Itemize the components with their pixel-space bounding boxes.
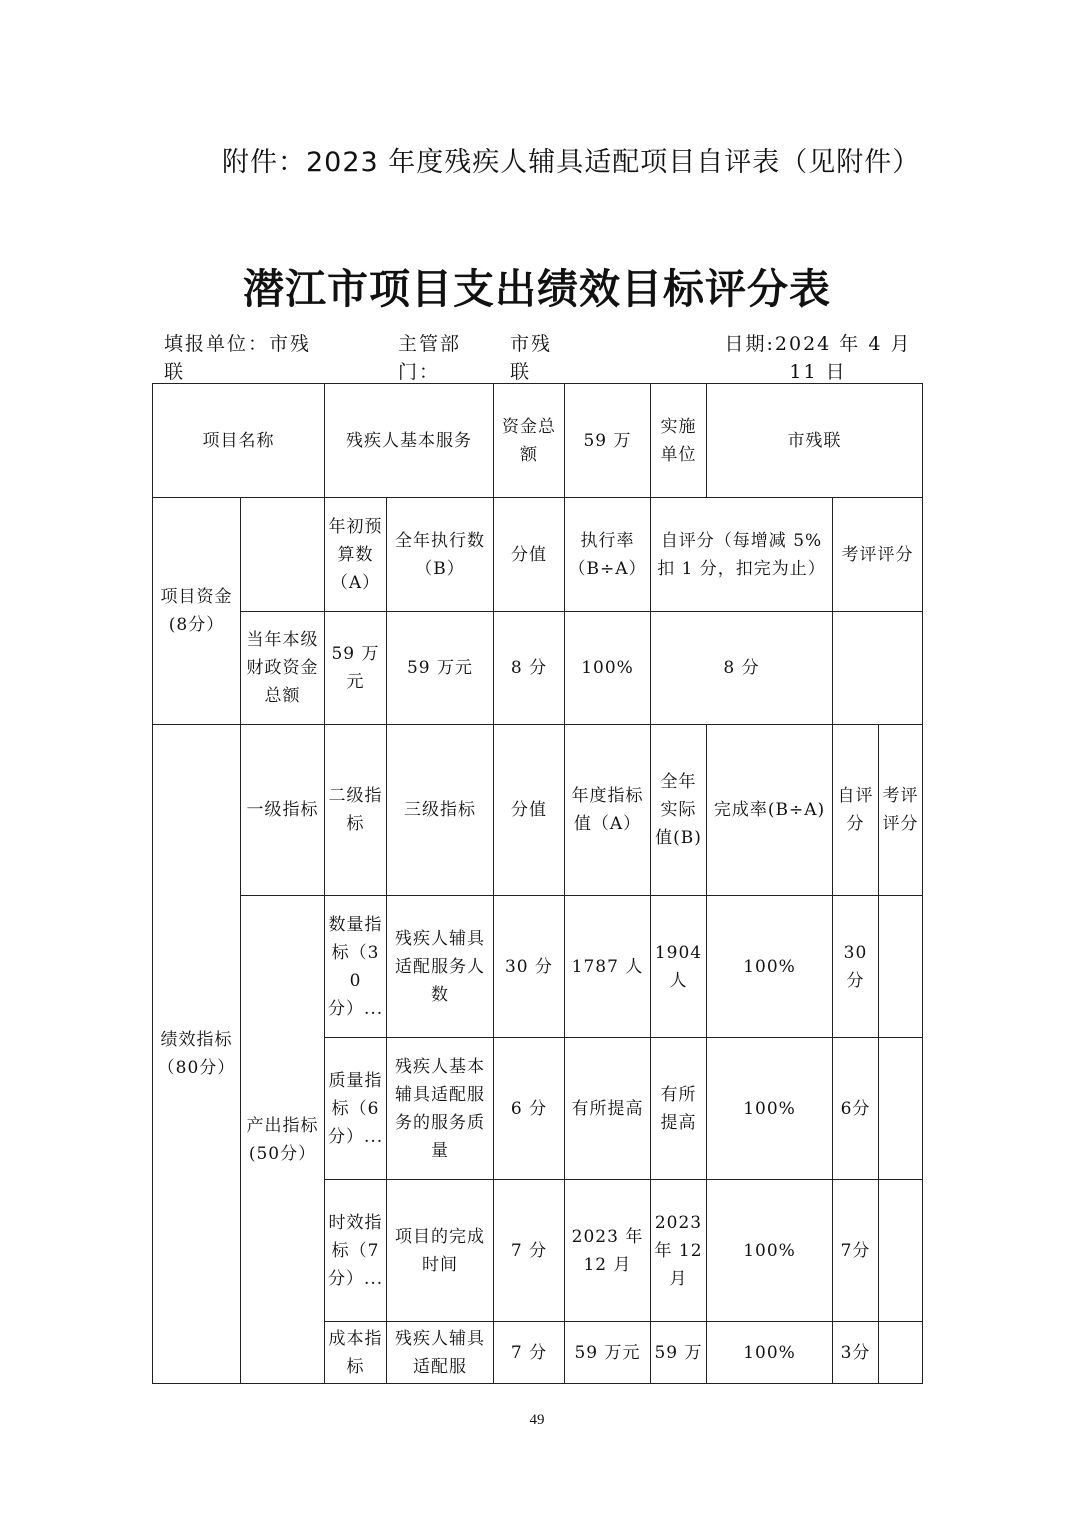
perf-header-level2: 二级指标 bbox=[325, 725, 387, 896]
funds-row-rate: 100% bbox=[565, 612, 651, 725]
funds-row-score: 8 分 bbox=[494, 612, 565, 725]
funds-header-score: 分值 bbox=[494, 498, 565, 612]
level3-cell: 项目的完成时间 bbox=[387, 1180, 494, 1322]
target-cell: 59 万元 bbox=[565, 1322, 651, 1384]
target-cell: 2023 年 12 月 bbox=[565, 1180, 651, 1322]
output-indicator-label: 产出指标(50分） bbox=[241, 896, 325, 1384]
self-score-cell: 3分 bbox=[833, 1322, 879, 1384]
funds-row-self-score: 8 分 bbox=[651, 612, 833, 725]
perf-header-level1: 一级指标 bbox=[241, 725, 325, 896]
score-cell: 6 分 bbox=[494, 1038, 565, 1180]
rate-cell: 100% bbox=[707, 1180, 833, 1322]
perf-header-level3: 三级指标 bbox=[387, 725, 494, 896]
perf-header-rate: 完成率(B÷A) bbox=[707, 725, 833, 896]
funds-row-budget: 59 万元 bbox=[325, 612, 387, 725]
funds-header-rate: 执行率（B÷A） bbox=[565, 498, 651, 612]
actual-cell: 有所提高 bbox=[651, 1038, 707, 1180]
target-cell: 有所提高 bbox=[565, 1038, 651, 1180]
funds-header-budget: 年初预算数（A） bbox=[325, 498, 387, 612]
score-cell: 7 分 bbox=[494, 1322, 565, 1384]
page-number: 49 bbox=[529, 1412, 545, 1428]
unit-label: 填报单位：市残联 bbox=[164, 333, 312, 383]
page-title: 潜江市项目支出绩效目标评分表 bbox=[243, 265, 831, 313]
attachment-line: 附件：2023 年度残疾人辅具适配项目自评表（见附件） bbox=[222, 147, 921, 178]
rate-cell: 100% bbox=[707, 1322, 833, 1384]
perf-header-target: 年度指标值（A） bbox=[565, 725, 651, 896]
score-cell: 30 分 bbox=[494, 896, 565, 1038]
funds-row-review-score bbox=[833, 612, 923, 725]
funds-header-self-score: 自评分（每增减 5%扣 1 分，扣完为止） bbox=[651, 498, 833, 612]
target-cell: 1787 人 bbox=[565, 896, 651, 1038]
perf-header-actual: 全年实际值(B) bbox=[651, 725, 707, 896]
self-score-cell: 30分 bbox=[833, 896, 879, 1038]
project-info-row bbox=[153, 384, 923, 498]
self-score-cell: 7分 bbox=[833, 1180, 879, 1322]
level2-cell: 时效指标（7分）... bbox=[325, 1180, 387, 1322]
review-score-cell bbox=[879, 1038, 923, 1180]
actual-cell: 59 万 bbox=[651, 1322, 707, 1384]
impl-unit-value: 市残联 bbox=[707, 384, 923, 498]
level3-cell: 残疾人基本辅具适配服务的服务质量 bbox=[387, 1038, 494, 1180]
amount-label: 资金总额 bbox=[494, 384, 565, 498]
score-table bbox=[152, 383, 923, 1384]
level3-cell: 残疾人辅具适配服 bbox=[387, 1322, 494, 1384]
dept-label: 主管部门： bbox=[398, 333, 462, 383]
level2-cell: 数量指标（30分）... bbox=[325, 896, 387, 1038]
score-cell: 7 分 bbox=[494, 1180, 565, 1322]
rate-cell: 100% bbox=[707, 1038, 833, 1180]
perf-header-row bbox=[153, 725, 923, 896]
perf-header-review: 考评评分 bbox=[879, 725, 923, 896]
actual-cell: 1904 人 bbox=[651, 896, 707, 1038]
rate-cell: 100% bbox=[707, 896, 833, 1038]
review-score-cell bbox=[879, 896, 923, 1038]
review-score-cell bbox=[879, 1180, 923, 1322]
level2-cell: 成本指标 bbox=[325, 1322, 387, 1384]
dept-value: 市残联 bbox=[510, 333, 553, 383]
funds-header-executed: 全年执行数（B） bbox=[387, 498, 494, 612]
funds-header-review: 考评评分 bbox=[833, 498, 923, 612]
funds-row-executed: 59 万元 bbox=[387, 612, 494, 725]
funds-header-row bbox=[153, 498, 923, 612]
perf-header-score: 分值 bbox=[494, 725, 565, 896]
funds-row bbox=[153, 612, 923, 725]
funds-row-label: 当年本级财政资金总额 bbox=[241, 612, 325, 725]
funds-section-label: 项目资金(8分） bbox=[153, 498, 241, 725]
self-score-cell: 6分 bbox=[833, 1038, 879, 1180]
perf-header-self: 自评分 bbox=[833, 725, 879, 896]
table-row bbox=[153, 896, 923, 1038]
funds-header-empty bbox=[241, 498, 325, 612]
actual-cell: 2023 年 12 月 bbox=[651, 1180, 707, 1322]
impl-unit-label: 实施单位 bbox=[651, 384, 707, 498]
perf-section-label: 绩效指标（80分） bbox=[153, 725, 241, 1384]
amount-value: 59 万 bbox=[565, 384, 651, 498]
project-name-label: 项目名称 bbox=[153, 384, 325, 498]
level2-cell: 质量指标（6分）... bbox=[325, 1038, 387, 1180]
date-label: 日期:2024 年 4 月 11 日 bbox=[724, 333, 912, 383]
level3-cell: 残疾人辅具适配服务人数 bbox=[387, 896, 494, 1038]
review-score-cell bbox=[879, 1322, 923, 1384]
project-name-value: 残疾人基本服务 bbox=[325, 384, 494, 498]
